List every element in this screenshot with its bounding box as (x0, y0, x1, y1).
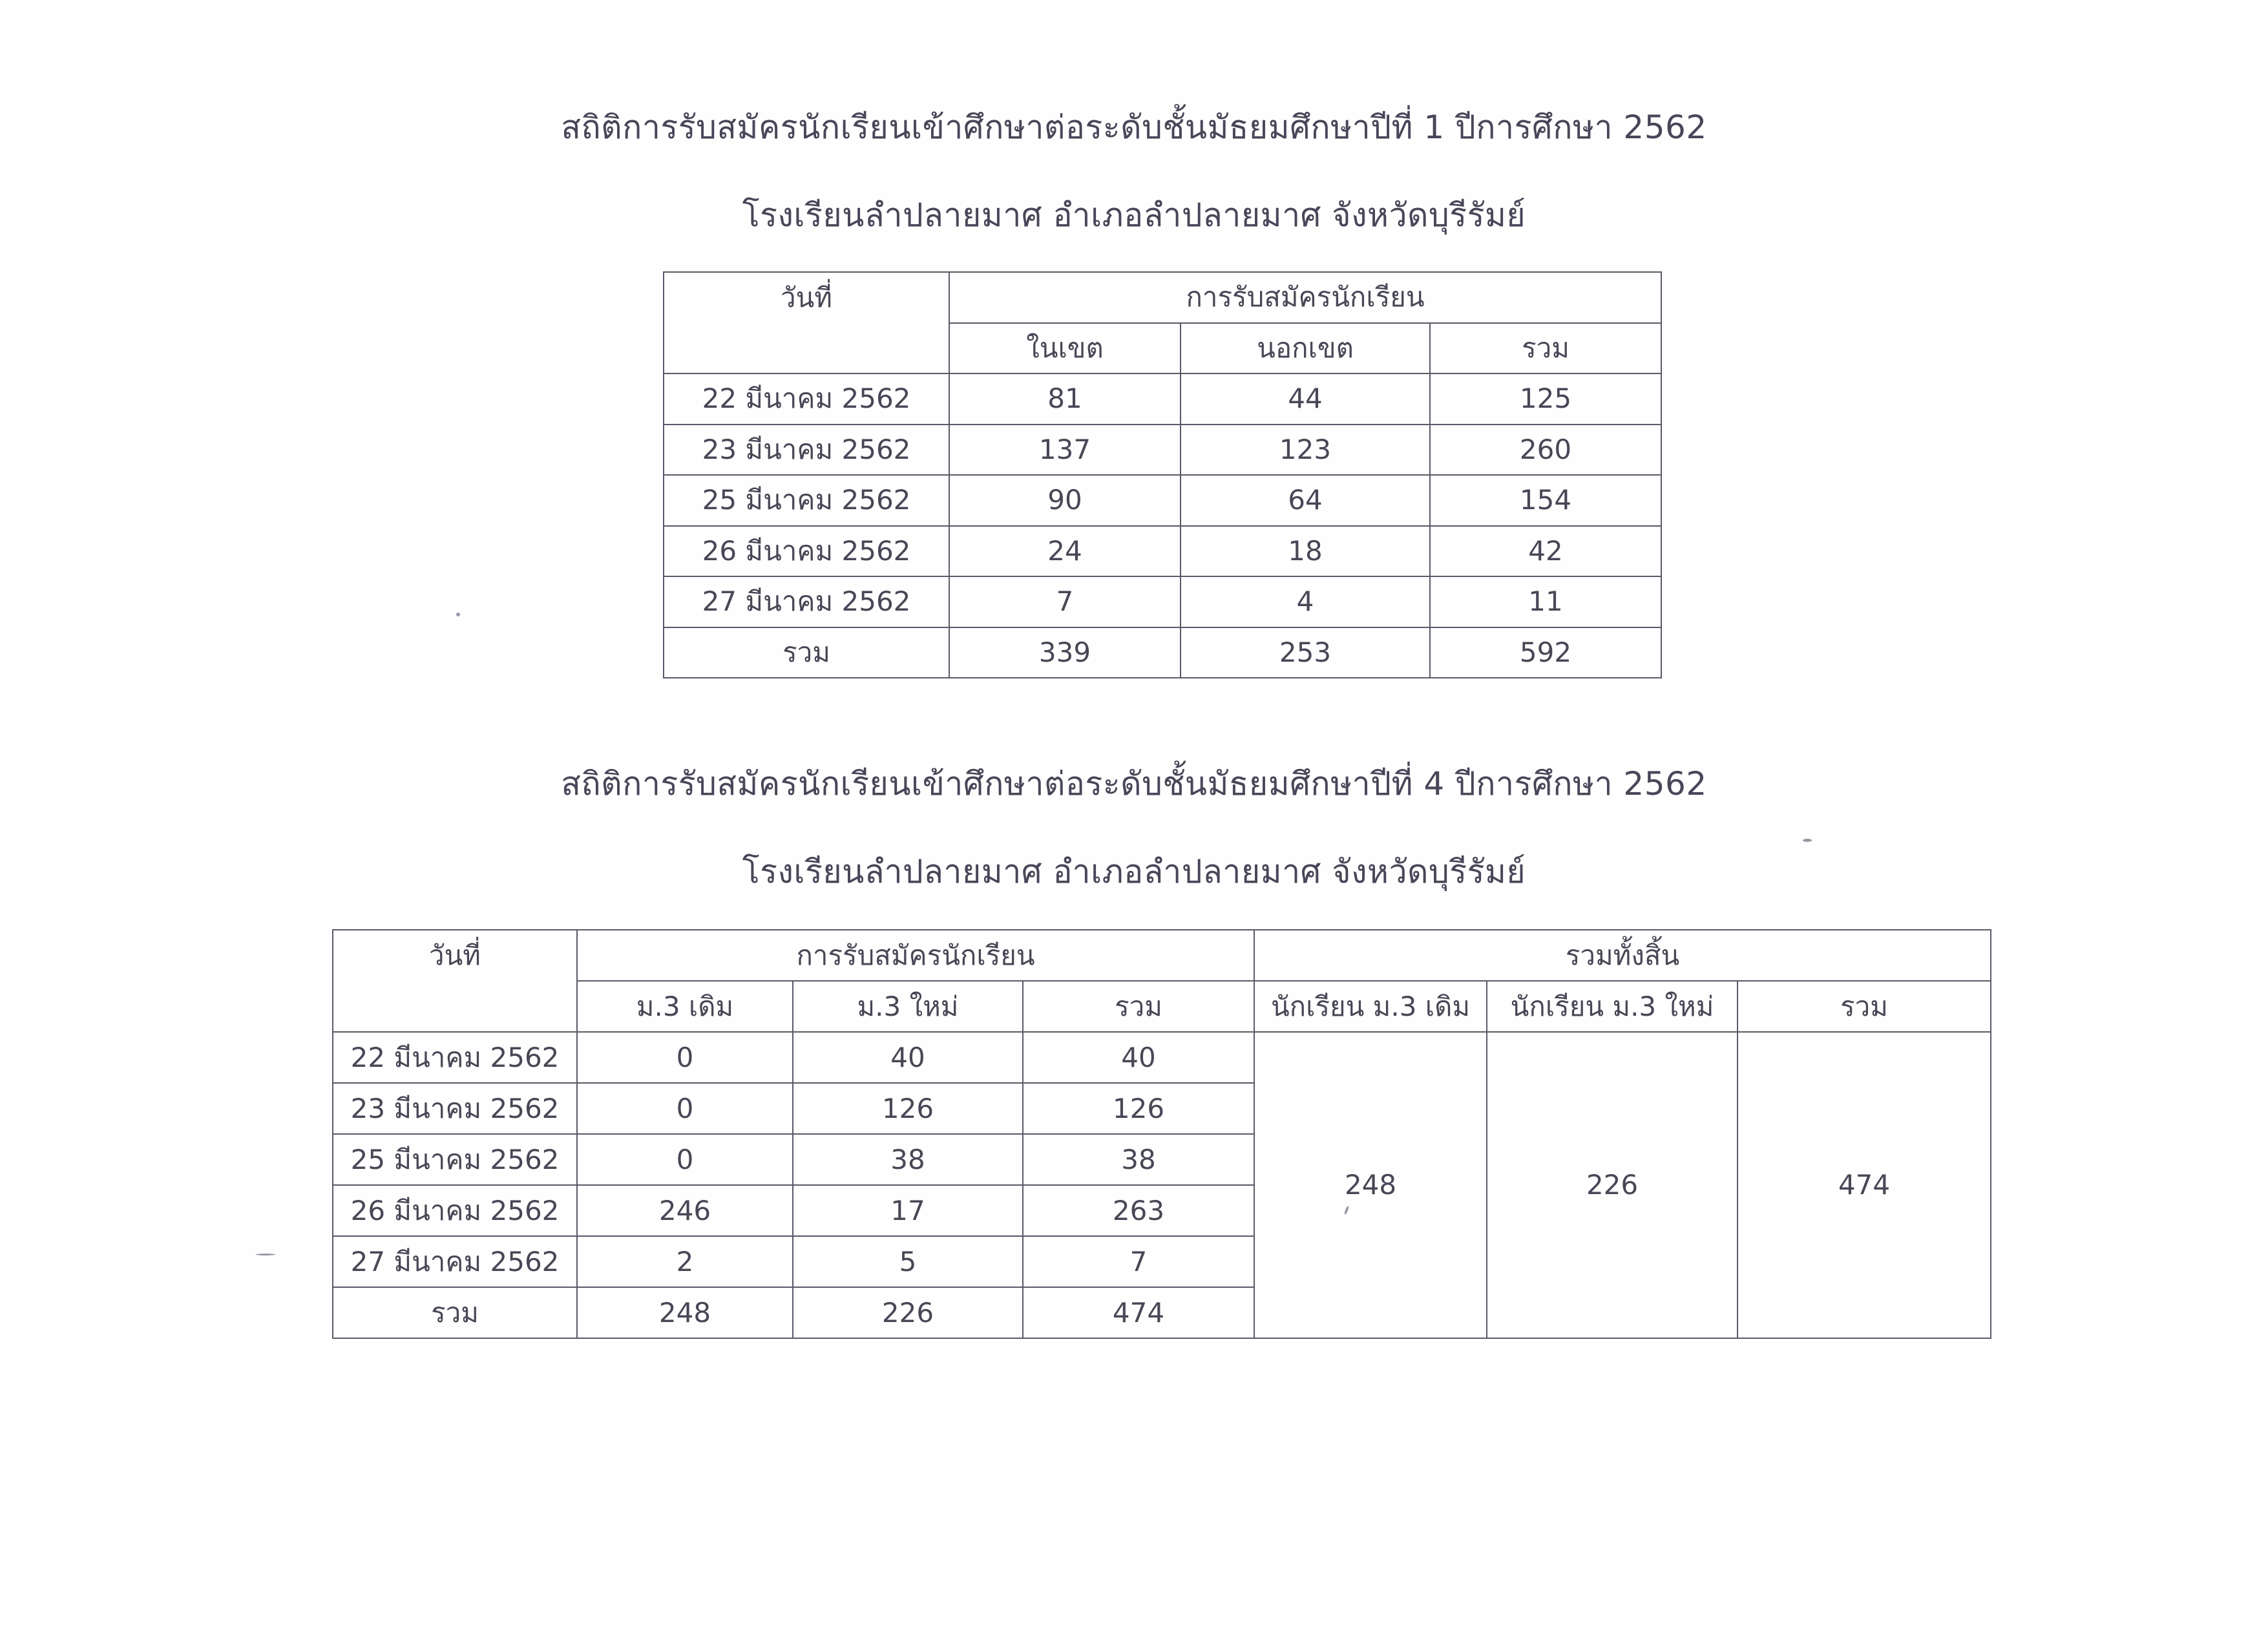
date-cell: 26 มีนาคม 2562 (333, 1185, 577, 1236)
date-cell: 26 มีนาคม 2562 (664, 526, 949, 577)
column-header: ม.3 ใหม่ (793, 981, 1023, 1032)
date-cell: 27 มีนาคม 2562 (333, 1236, 577, 1287)
date-cell: 27 มีนาคม 2562 (664, 576, 949, 627)
total-label: รวม (333, 1287, 577, 1338)
value-cell: 7 (949, 576, 1181, 627)
value-cell: 126 (793, 1083, 1023, 1134)
summary-column-header: รวม (1738, 981, 1991, 1032)
value-cell: 42 (1430, 526, 1661, 577)
summary-new-students-cell: 226 (1487, 1032, 1738, 1338)
table-header-row (664, 272, 1661, 323)
column-header: รวม (1023, 981, 1254, 1032)
value-cell: 246 (577, 1185, 793, 1236)
date-cell: 25 มีนาคม 2562 (333, 1134, 577, 1185)
value-cell: 38 (1023, 1134, 1254, 1185)
value-cell: 11 (1430, 576, 1661, 627)
table-row (664, 425, 1661, 476)
summary-column-header: นักเรียน ม.3 เดิม (1254, 981, 1487, 1032)
column-header: ม.3 เดิม (577, 981, 793, 1032)
grand-total-group-header: รวมทั้งสิ้น (1254, 930, 1991, 981)
total-row (664, 627, 1661, 678)
table-header-row (333, 930, 1991, 981)
admission-group-header: การรับสมัครนักเรียน (949, 272, 1661, 323)
table-row (664, 373, 1661, 425)
value-cell: 126 (1023, 1083, 1254, 1134)
section1-title: สถิติการรับสมัครนักเรียนเข้าศึกษาต่อระดับชั้นมัธยมศึกษาปีที่ 1 ปีการศึกษา 2562 (561, 109, 1707, 146)
value-cell: 263 (1023, 1185, 1254, 1236)
section2-subtitle: โรงเรียนลำปลายมาศ อำเภอลำปลายมาศ จังหวัดบุรีรัมย์ (742, 853, 1526, 890)
total-cell: 226 (793, 1287, 1023, 1338)
value-cell: 0 (577, 1032, 793, 1083)
scan-speck (456, 613, 460, 616)
value-cell: 2 (577, 1236, 793, 1287)
value-cell: 18 (1181, 526, 1430, 577)
value-cell: 260 (1430, 425, 1661, 476)
value-cell: 5 (793, 1236, 1023, 1287)
value-cell: 123 (1181, 425, 1430, 476)
value-cell: 40 (793, 1032, 1023, 1083)
value-cell: 81 (949, 373, 1181, 425)
value-cell: 154 (1430, 475, 1661, 526)
value-cell: 40 (1023, 1032, 1254, 1083)
date-cell: 23 มีนาคม 2562 (664, 425, 949, 476)
value-cell: 17 (793, 1185, 1023, 1236)
column-header: ในเขต (949, 323, 1181, 374)
value-cell: 38 (793, 1134, 1023, 1185)
section1-subtitle: โรงเรียนลำปลายมาศ อำเภอลำปลายมาศ จังหวัดบุรีรัมย์ (742, 196, 1526, 234)
total-label: รวม (664, 627, 949, 678)
column-header: รวม (1430, 323, 1661, 374)
value-cell: 64 (1181, 475, 1430, 526)
value-cell: 137 (949, 425, 1181, 476)
summary-column-header: นักเรียน ม.3 ใหม่ (1487, 981, 1738, 1032)
section2-title: สถิติการรับสมัครนักเรียนเข้าศึกษาต่อระดับชั้นมัธยมศึกษาปีที่ 4 ปีการศึกษา 2562 (561, 765, 1707, 803)
table-row (664, 475, 1661, 526)
value-cell: 4 (1181, 576, 1430, 627)
total-cell: 474 (1023, 1287, 1254, 1338)
admission-group-header: การรับสมัครนักเรียน (577, 930, 1254, 981)
column-header: นอกเขต (1181, 323, 1430, 374)
summary-old-students-cell: 248 (1254, 1032, 1487, 1338)
value-cell: 24 (949, 526, 1181, 577)
value-cell: 125 (1430, 373, 1661, 425)
scan-speck (1803, 839, 1812, 842)
table-row (333, 1032, 1991, 1083)
date-cell: 23 มีนาคม 2562 (333, 1083, 577, 1134)
value-cell: 7 (1023, 1236, 1254, 1287)
total-cell: 248 (577, 1287, 793, 1338)
date-cell: 25 มีนาคม 2562 (664, 475, 949, 526)
total-cell: 253 (1181, 627, 1430, 678)
m1-admission-table (663, 271, 1662, 678)
table-subheader-row (333, 981, 1991, 1032)
total-cell: 592 (1430, 627, 1661, 678)
table-row (664, 526, 1661, 577)
total-cell: 339 (949, 627, 1181, 678)
scan-speck (256, 1254, 275, 1255)
value-cell: 0 (577, 1083, 793, 1134)
date-cell: 22 มีนาคม 2562 (664, 373, 949, 425)
table-row (664, 576, 1661, 627)
value-cell: 90 (949, 475, 1181, 526)
date-column-header: วันที่ (333, 930, 577, 1032)
value-cell: 44 (1181, 373, 1430, 425)
date-cell: 22 มีนาคม 2562 (333, 1032, 577, 1083)
date-column-header: วันที่ (664, 272, 949, 373)
value-cell: 0 (577, 1134, 793, 1185)
m4-admission-table (332, 929, 1991, 1339)
summary-total-cell: 474 (1738, 1032, 1991, 1338)
